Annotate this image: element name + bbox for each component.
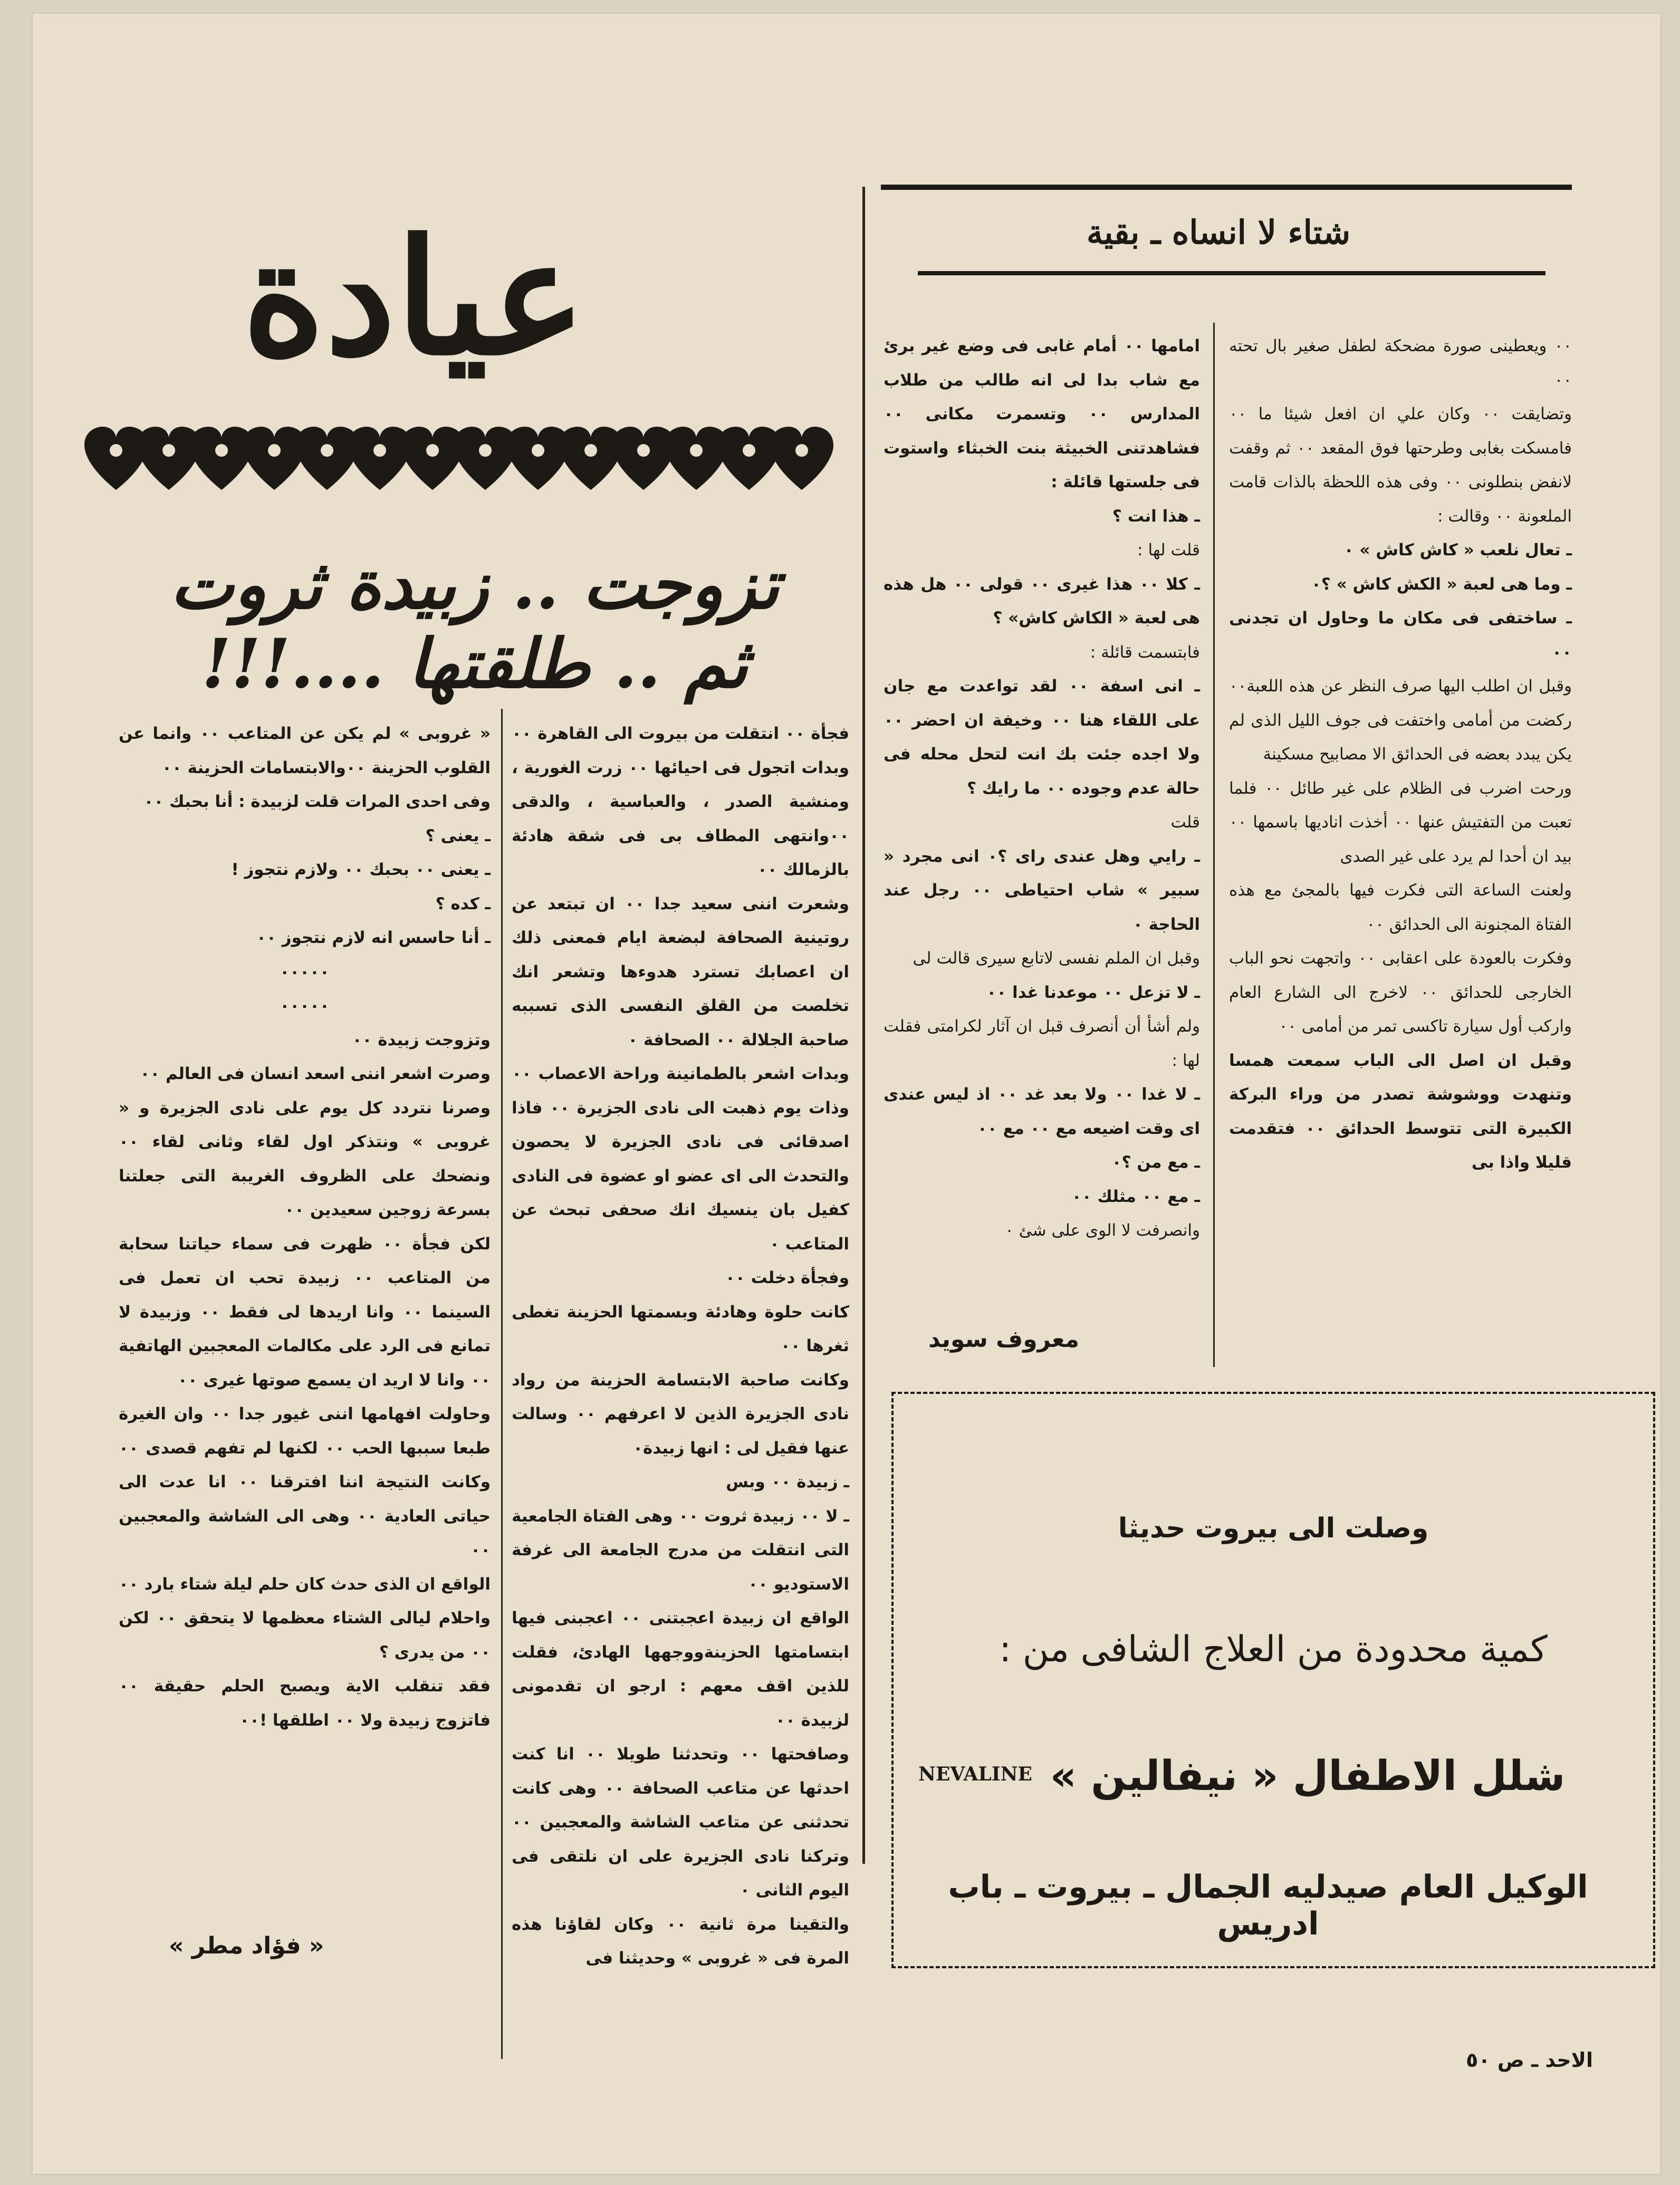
- separator-stars: ٠٠٠٠٠: [280, 962, 330, 981]
- paragraph: فابتسمت قائلة :: [1090, 642, 1200, 662]
- right-article-column-divider: [1213, 323, 1215, 1367]
- paragraph: ـ يعنى ٠٠ بحبك ٠٠ ولازم نتجوز !: [231, 860, 491, 879]
- paragraph: ـ انى اسفة ٠٠ لقد تواعدت مع جان على اللقاء هنا ٠٠ وخيفة ان احضر ٠٠ ولا اجده جئت بك انت لتحل محله فى حالة عدم وجوده ٠٠ ما رايك ؟: [884, 677, 1200, 798]
- paragraph: وشعرت اننى سعيد جدا ٠٠ ان تبتعد عن روتينية الصحافة لبضعة ايام فمعنى ذلك ان اعصابك تسترد هدوءها وتشعر انك تخلصت من القلق النفسى الذى تسببه صاحبة الجلالة ٠٠ الصحافة ٠: [512, 894, 850, 1050]
- paragraph: ـ لا ٠٠ زبيدة ثروت ٠٠ وهى الفتاة الجامعية التى انتقلت من مدرج الجامعة الى غرفة الاستوديو ٠٠: [512, 1506, 849, 1594]
- ad-agent-line: الوكيل العام صيدليه الجمال ـ بيروت ـ باب ادريس: [948, 1869, 1588, 1942]
- right-article-signature: معروف سويد: [928, 1326, 1080, 1353]
- paragraph: فقد تنقلب الاية ويصبح الحلم حقيقة ٠٠ فاتزوج زبيدة ولا ٠٠ اطلقها !٠٠: [119, 1677, 491, 1730]
- paragraph: وصرت اشعر اننى اسعد انسان فى العالم ٠٠: [140, 1064, 491, 1083]
- paragraph: ـ لا غدا ٠٠ ولا بعد غد ٠٠ اذ ليس عندى اى وقت اضيعه مع ٠٠ مع ٠٠: [884, 1085, 1201, 1138]
- paragraph: ـ كلا ٠٠ هذا غيرى ٠٠ قولى ٠٠ هل هذه هى لعبة « الكاش كاش» ؟: [884, 574, 1201, 628]
- right-article-title: شتاء لا انساه ـ بقية: [1086, 213, 1351, 252]
- paragraph: « غروبى » لم يكن عن المتاعب ٠٠ وانما عن القلوب الحزينة ٠٠والابتسامات الحزينة ٠٠: [119, 724, 491, 777]
- ad-arrival-line: وصلت الى بيروت حديثا: [1118, 1513, 1429, 1544]
- paragraph: الواقع ان الذى حدث كان حلم ليلة شتاء بارد ٠٠ واحلام ليالى الشتاء معظمها لا يتحقق ٠٠ لكن ٠٠ من يدرى ؟: [119, 1574, 491, 1662]
- paragraph: ـ رايي وهل عندى راى ؟٠ انى مجرد « سبير » شاب احتياطى ٠٠ رجل عند الحاجة ٠: [884, 846, 1200, 934]
- paragraph: ـ أنا حاسس انه لازم نتجوز ٠٠: [256, 928, 491, 947]
- paragraph: لكن فجأة ٠٠ ظهرت فى سماء حياتنا سحابة من المتاعب ٠٠ زبيدة تحب ان تعمل فى السينما ٠٠ وانا اريدها لى فقط ٠٠ وزبيدة لا تمانع فى الرد على مكالمات المعجبين الهاتفية ٠٠ وانا لا اريد ان يسمع صوتها غيرى ٠٠: [119, 1234, 491, 1390]
- paragraph: وانصرفت لا الوى على شئ ٠: [1005, 1221, 1200, 1240]
- paragraph: ٠٠ ويعطينى صورة مضحكة لطفل صغير بال تحته ٠٠: [1229, 336, 1572, 390]
- paragraph: وفكرت بالعودة على اعقابى ٠٠ واتجهت نحو الباب الخارجى للحدائق ٠٠ لاخرج الى الشارع العام واركب أول سيارة تاكسى تمر من أمامى ٠٠: [1229, 949, 1572, 1036]
- paragraph: والتقينا مرة ثانية ٠٠ وكان لقاؤنا هذه المرة فى « غروبى » وحديثنا فى: [512, 1914, 849, 1968]
- paragraph: وتضايقت ٠٠ وكان علي ان افعل شيئا ما ٠٠ فامسكت بغابى وطرحتها فوق المقعد ٠٠ ثم وقفت لانفض بنطلونى ٠٠ وفى هذه اللحظة بالذات قامت الملعونة ٠٠ وقالت :: [1229, 405, 1572, 526]
- paragraph: وقبل ان اطلب اليها صرف النظر عن هذه اللعبة٠٠ ركضت من أمامى واختفت فى جوف الليل الذى لم يكن يبدد بعضه فى الحدائق الا مصابيح مسكينة: [1229, 677, 1572, 764]
- top-rule-right: [881, 185, 1572, 190]
- paragraph: ـ وما هى لعبة « الكش كاش » ؟٠: [1311, 574, 1572, 594]
- magazine-page: [32, 13, 1662, 2175]
- paragraph: وبدات اشعر بالطمانينة وراحة الاعصاب ٠٠ وذات يوم ذهبت الى نادى الجزيرة ٠٠ فاذا اصدقائى فى نادى الجزيرة لا يحصون والتحدث الى اى عضو او عضوة فى النادى كفيل بان ينسيك انك صحفى تبحث عن المتاعب ٠: [512, 1064, 850, 1254]
- paragraph: ـ ساختفى فى مكان ما وحاول ان تجدنى ٠٠: [1229, 609, 1572, 662]
- paragraph: وصرنا نتردد كل يوم على نادى الجزيرة و « غروبى » ونتذكر اول لقاء وثانى لقاء ٠٠ ونضحك على الظروف الغريبة التى جعلتنا بسرعة زوجين سعيدين ٠٠: [119, 1098, 491, 1219]
- paragraph: وتزوجت زبيدة ٠٠: [352, 1030, 491, 1050]
- paragraph: كانت حلوة وهادئة وبسمتها الحزينة تغطى ثغرها ٠٠: [512, 1302, 849, 1355]
- hearts-border-ornament: [84, 424, 833, 493]
- paragraph: ولعنت الساعة التى فكرت فيها بالمجئ مع هذه الفتاة المجنونة الى الحدائق ٠٠: [1229, 881, 1572, 934]
- paragraph: وصافحتها ٠٠ وتحدثنا طويلا ٠٠ انا كنت احدثها عن متاعب الصحافة ٠٠ وهى كانت تحدثنى عن متاعب الشاشة والمعجبين ٠٠ وتركنا نادى الجزيرة على ان نلتقى فى اليوم الثانى ٠: [512, 1745, 849, 1900]
- title-underline: [918, 271, 1545, 275]
- paragraph: وقبل ان الملم نفسى لاتابع سيرى قالت لى: [913, 949, 1200, 968]
- paragraph: ـ مع من ؟٠: [1111, 1153, 1200, 1172]
- paragraph: ـ يعنى ؟: [425, 826, 491, 845]
- paragraph: ورحت اضرب فى الظلام على غير طائل ٠٠ فلما تعبت من التفتيش عنها ٠٠ أخذت اناديها باسمها ٠٠ بيد ان أحدا لم يرد على غير الصدى: [1229, 778, 1572, 866]
- page-divider: [862, 187, 865, 1864]
- paragraph: وحاولت افهامها اننى غيور جدا ٠٠ وان الغيرة طبعا سببها الحب ٠٠ لكنها لم تفهم قصدى ٠٠ وكانت النتيجة اننا افترقنا ٠٠ انا عدت الى حياتى العادية ٠٠ وهى الى الشاشة والمعجبين ٠٠: [119, 1404, 491, 1560]
- right-article-column-left: [884, 329, 1200, 1248]
- paragraph: ـ مع ٠٠ مثلك ٠٠: [1071, 1187, 1200, 1206]
- paragraph: ـ تعال نلعب « كاش كاش » ٠: [1343, 541, 1572, 560]
- paragraph: قلت لها :: [1137, 541, 1200, 560]
- ad-product-line: شلل الاطفال « نيفالين »: [1050, 1753, 1566, 1800]
- paragraph: ولم أشأ أن أنصرف قبل ان آثار لكرامتى فقلت لها :: [884, 1017, 1200, 1070]
- left-article-column-middle: [512, 717, 849, 1976]
- paragraph: وفجأة دخلت ٠٠: [725, 1268, 849, 1287]
- ad-brand-latin: NEVALINE: [918, 1763, 1032, 1785]
- page-footer: الاحد ـ ص ٥٠: [1466, 2048, 1593, 2072]
- paragraph: الواقع ان زبيدة اعجبتنى ٠٠ اعجبنى فيها ابتسامتها الحزينةووجهها الهادئ، فقلت للذين اقف معهم : ارجو ان تقدمونى لزبيدة ٠٠: [512, 1609, 850, 1730]
- paragraph: ـ لا تزعل ٠٠ موعدنا غدا ٠٠: [986, 983, 1200, 1002]
- right-article-column-right: [1229, 329, 1572, 1180]
- paragraph: فجأة ٠٠ انتقلت من بيروت الى القاهرة ٠٠ وبدات اتجول فى احيائها ٠٠ زرت الغورية ، ومنشية الصدر ، والعباسية ، والدقى ٠٠وانتهى المطاف بى فى شقة هادئة بالزمالك ٠٠: [512, 724, 850, 879]
- paragraph: قلت: [1170, 813, 1200, 832]
- left-article-headline: عيادة: [242, 204, 586, 390]
- separator-stars: ٠٠٠٠٠: [280, 996, 330, 1015]
- ad-quantity-line: كمية محدودة من العلاج الشافى من :: [999, 1629, 1548, 1670]
- paragraph: وقبل ان اصل الى الباب سمعت همسا وتنهدت ووشوشة تصدر من وراء البركة الكبيرة التى تتوسط الحدائق ٠٠ فتقدمت قليلا واذا بى: [1229, 1051, 1572, 1172]
- paragraph: ـ كده ؟: [435, 894, 491, 913]
- left-article-signature: « فؤاد مطر »: [169, 1932, 324, 1959]
- paragraph: ـ هذا انت ؟: [1112, 506, 1200, 526]
- paragraph: وكانت صاحبة الابتسامة الحزينة من رواد نادى الجزيرة الذين لا اعرفهم ٠٠ وسالت عنها فقيل لى : انها زبيدة٠: [512, 1370, 849, 1458]
- paragraph: وفى احدى المرات قلت لزبيدة : أنا بحبك ٠٠: [143, 792, 491, 811]
- left-article-subtitle-line2: ثم .. طلقتها ....!!!: [201, 624, 748, 704]
- left-article-column-left: [119, 717, 491, 1737]
- nevaline-advertisement: [891, 1392, 1655, 1968]
- left-article-column-divider: [501, 709, 503, 2059]
- paragraph: ـ زبيدة ٠٠ وبس: [726, 1472, 849, 1491]
- left-article-subtitle-line1: تزوجت .. زبيدة ثروت: [170, 545, 780, 624]
- paragraph: امامها ٠٠ أمام غابى فى وضع غير برئ مع شاب بدا لى انه طالب من طلاب المدارس ٠٠ وتسمرت مكانى ٠٠ فشاهدتنى الخبيثة بنت الخبثاء واستوت فى جلستها قائلة :: [884, 336, 1201, 492]
